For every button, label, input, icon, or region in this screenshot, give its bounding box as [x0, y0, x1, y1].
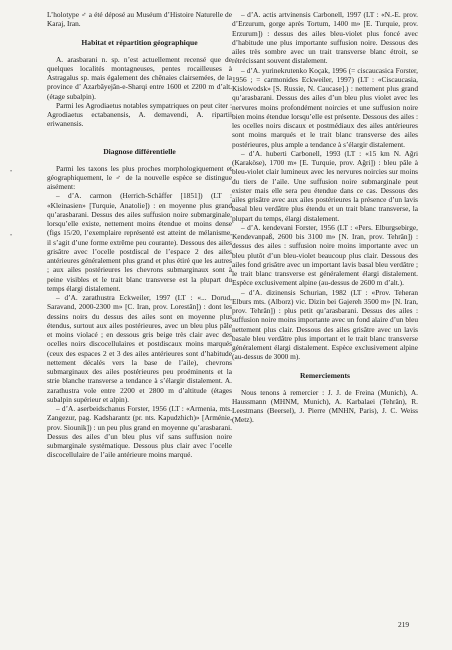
aserbeidschanus-paragraph: – d’A. aserbeidschanus Forster, 1956 (LT : «Armenia, mts. Zangezur, pag. Kadsharantz (pr. nts. Kapudzhich)» [Arménie, prov. Siounik]) : un peu plus grand en moyenne qu’arasbarani. Dessus des ailes d’un bleu plus vif sans suffusion noire submarginale systématique. Dessous plus clair avec l’ocelle discocellulaire de l’aile antérieure moins marqué. [47, 404, 232, 460]
habitat-paragraph-1: A. arasbarani n. sp. n’est actuellement recensé que de quelques localités montagneuses, pentes rocailleuses à Astragalus sp. mais également des chênaies clairsemées, de la province d’ Azarbâyejân-e-Sharqi entre 1600 et 2200 m d’alt. (étage subalpin). [47, 54, 232, 101]
heading-remerciements: Remerciements [299, 370, 351, 380]
heading-habitat: Habitat et répartition géographique [81, 37, 198, 47]
diagnose-intro-paragraph: Parmi les taxons les plus proches morphologiquement et géographiquement, le ♂ de la nouvelle espèce se distingue aisément: [47, 163, 232, 191]
page-number: 219 [398, 620, 410, 629]
dizinensis-paragraph: – d’A. dizinensis Schurian, 1982 (LT : «Prov. Teheran Elburs mts. (Alborz) vic. Dizin bei Gajereh 3500 m» [N. Iran, prov. Tehrân]) : plus petit qu’arasbarani. Dessus des ailes : suffusion noire moins importante avec un fond alaire d’un bleu nettement plus clair. Dessous des ailes grisâtre avec un lavis basale bleu verdâtre plus important et le trait blanc transverse généralement élargi distalement. Espèce exclusivement alpine (au-dessus de 3000 m). [232, 287, 418, 362]
margin-dot-mark: • [10, 169, 13, 175]
holotype-paragraph: L’holotype ♂ a été déposé au Muséum d’Histoire Naturelle de Karaj, Iran. [47, 10, 232, 29]
habitat-paragraph-2: Parmi les Agrodiaetus notables sympatriques on peut citer : Agrodiaetus ectabanensis, A. demavendi, A. ripartii eriwanensis. [47, 100, 232, 129]
yurinekrutenko-paragraph: – d’A. yurinekrutenko Koçak, 1996 (= ciscaucasica Forster, 1956 ; = carmonides Eckweiler, 1997) (LT : «Ciscaucasia, Kislowodsk» [S. Russie, N. Caucase].) : nettement plus grand qu’arasbarani. Dessus des ailes d’un bleu plus violet avec les nervures moins profondément noircies et une suffusion noire bien moins étendue lorsqu’elle est présente. Dessous des ailes : les ocelles noirs discaux et postmédiaux des ailes antérieures sont moins marqués et le trait blanc transverse des ailes postérieures, plus ample a tendance à s’élargir distalement. [232, 65, 418, 149]
kendevani-paragraph: – d’A. kendevani Forster, 1956 (LT : «Pers. Elburgsebirge, Kendevanpaß, 2600 bis 3100 m» [N. Iran, prov. Tehrân]) : dessus des ailes : suffusion noire moins importante avec un bleu plutôt d’un bleu-violet beaucoup plus clair. Dessous des ailes fond grisâtre avec un important lavis basal bleu verdâtre ; le trait blanc transverse est généralement élargi distalement. Espèce exclusivement alpine (au-dessus de 2600 m d’alt.). [232, 222, 418, 288]
margin-dot-mark: • [10, 233, 13, 239]
left-column [47, 10, 232, 460]
carmon-paragraph: – d’A. carmon (Herrich-Schäffer [1851]) (LT : «Kleinasien» [Turquie, Anatolie]) : en moyenne plus grand qu’arasbarani. Dessus des ailes suffusion noire submarginale, lorsqu’elle existe, nettement moins étendue et moins dense (figs 15/20, l’exemplaire représenté est atteint de mélanisme, il s’agit d’une forme extrême peu courante). Dessous des ailes grisâtre avec l’ocelle postdiscal de l’espace 2 des ailes antérieures généralement plus grand et plus étiré que les autres ; aux ailes postérieures les chevrons submarginaux sont à peine visibles et le trait blanc transverse est la plupart du temps élargi distalement. [47, 191, 232, 293]
right-column [232, 10, 418, 425]
zarathustra-paragraph: – d’A. zarathustra Eckweiler, 1997 (LT : «... Dorud, Saravand, 2000-2300 m» [C. Iran, prov. Lorestân]) : dont les dessins noirs du dessus des ailes sont en moyenne plus étendus, surtout aux ailes postérieures, avec un bleu plus pâle et moins violacé ; en dessous gris beige très clair avec des ocelles noirs discocellulaires et postdiscaux moins marqués (ceux des espaces 2 et 3 des ailes antérieures sont d’habitude nettement décalés vers la base de l’aile), chevrons submarginaux des ailes postérieures peu proéminents et la strie blanche transverse a tendance à s’élargir distalement. A. zarathustra vole entre 2200 et 2800 m d’altitude (étages subalpin supérieur et alpin). [47, 293, 232, 404]
remerciements-paragraph: Nous tenons à remercier : J. J. de Freina (Munich), A. Haussmann (MHNM, Munich), A. Karbalaei (Tehrân), R. Leestmans (Beersel), J. Pierre (MNHN, Paris), J. C. Weiss (Metz). [232, 387, 418, 425]
huberti-paragraph: – d’A. huberti Carbonell, 1993 (LT : «15 km N. Ağri (Karaköse), 1700 m» [E. Turquie, prov. Ağri]) : bleu pâle à bleu-violet clair lumineux avec les nervures noircies sur moins du tiers de l’aile. Une suffusion noire submarginale peut exister mais elle sera peu étendue dans ce cas. Dessous des ailes grisâtre avec aux ailes postérieures la présence d’un lavis basal bleu verdâtre plus étendu et un trait blanc transverse, la plupart du temps, élargi distalement. [232, 148, 418, 223]
heading-diagnose: Diagnose différentielle [103, 146, 176, 156]
artvinensis-paragraph: – d’A. actis artvinensis Carbonell, 1997 (LT : «N.-E. prov. d’Erzurum, gorge après Tortum, 1400 m» [E. Turquie, prov. Erzurum]) : dessus des ailes bleu-violet plus foncé avec d’habitude une plus importante suffusion noire. Dessous des ailes très sombre avec un trait transverse blanc étroit, se rétrécissant souvent distalement. [232, 10, 418, 66]
